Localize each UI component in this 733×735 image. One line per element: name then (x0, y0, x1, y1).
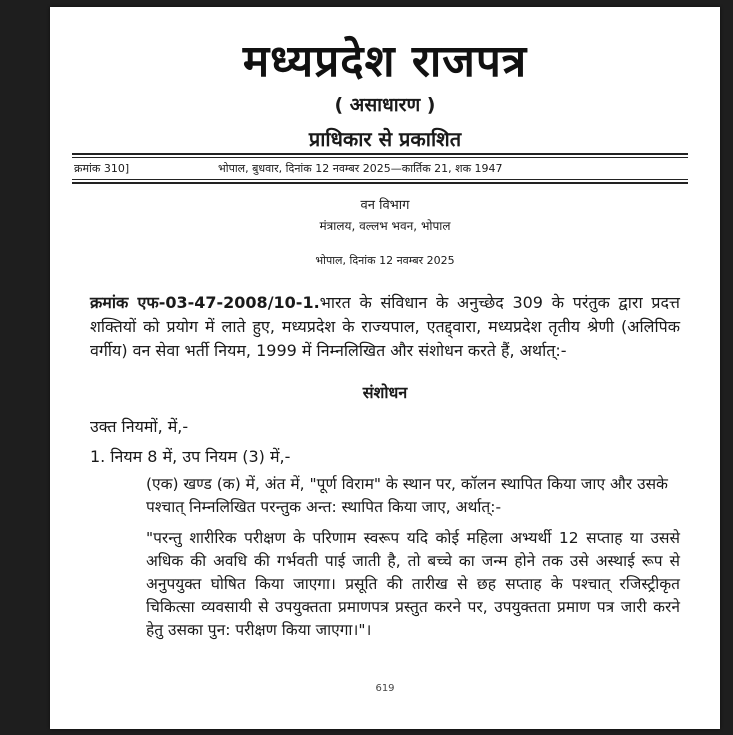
gazette-page (50, 7, 720, 729)
dateline: भोपाल, बुधवार, दिनांक 12 नवम्बर 2025—कार्तिक 21, शक 1947 (218, 162, 503, 175)
issue-number: क्रमांक 310] (74, 162, 130, 175)
order-date: भोपाल, दिनांक 12 नवम्बर 2025 (315, 254, 455, 267)
top-rule-thin (72, 157, 688, 158)
extraordinary-label: ( असाधारण ) (334, 94, 436, 116)
intro-paragraph (90, 291, 680, 363)
department-address: मंत्रालय, वल्लभ भवन, भोपाल (319, 219, 451, 233)
clause-text: (एक) खण्ड (क) में, अंत में, "पूर्ण विराम" के स्थान पर, कॉलन स्थापित किया जाए और उसके पश्चात् निम्नलिखित परन्तुक अन्त: स्थापित किया जाए, अर्थात्:- (146, 475, 668, 516)
rules-intro: उक्त नियमों, में,- (90, 417, 189, 436)
order-number: क्रमांक एफ-03-47-2008/10-1. (90, 293, 320, 312)
department-name: वन विभाग (360, 198, 410, 213)
page-number: 619 (375, 683, 395, 694)
authority-line: प्राधिकार से प्रकाशित (308, 127, 462, 151)
proviso-text: "परन्तु शारीरिक परीक्षण के परिणाम स्वरूप यदि कोई महिला अभ्यर्थी 12 सप्ताह या उससे अधिक की अवधि की गर्भवती पाई जाती है, तो बच्चे का जन्म होने तक उसे अस्थाई रूप से अनुपयुक्त घोषित किया जाएगा। प्रसूति की तारीख से छह सप्ताह के पश्चात् रजिस्ट्रीकृत चिकित्सा व्यवसायी से उपयुक्तता प्रमाणपत्र प्रस्तुत करने पर, उपयुक्तता प्रमाण पत्र जारी करने हेतु उसका पुन: परीक्षण किया जाएगा।"। (146, 529, 680, 639)
rule-item: 1. नियम 8 में, उप नियम (3) में,- (90, 447, 291, 466)
amendment-heading: संशोधन (362, 383, 408, 402)
bottom-rule-thin (72, 179, 688, 180)
intro-text: भारत के संविधान के अनुच्छेद 309 के परंतुक द्वारा प्रदत्त शक्तियों को प्रयोग में लाते हुए, मध्यप्रदेश के राज्यपाल, एतद्द्वारा, मध्यप्रदेश तृतीय श्रेणी (अलिपिक वर्गीय) वन सेवा भर्ती नियम, 1999 में निम्नलिखित और संशोधन करते हैं, अर्थात्:- (90, 293, 680, 360)
top-rule (72, 153, 688, 155)
masthead-title: मध्यप्रदेश राजपत्र (242, 36, 528, 87)
bottom-rule (72, 182, 688, 184)
